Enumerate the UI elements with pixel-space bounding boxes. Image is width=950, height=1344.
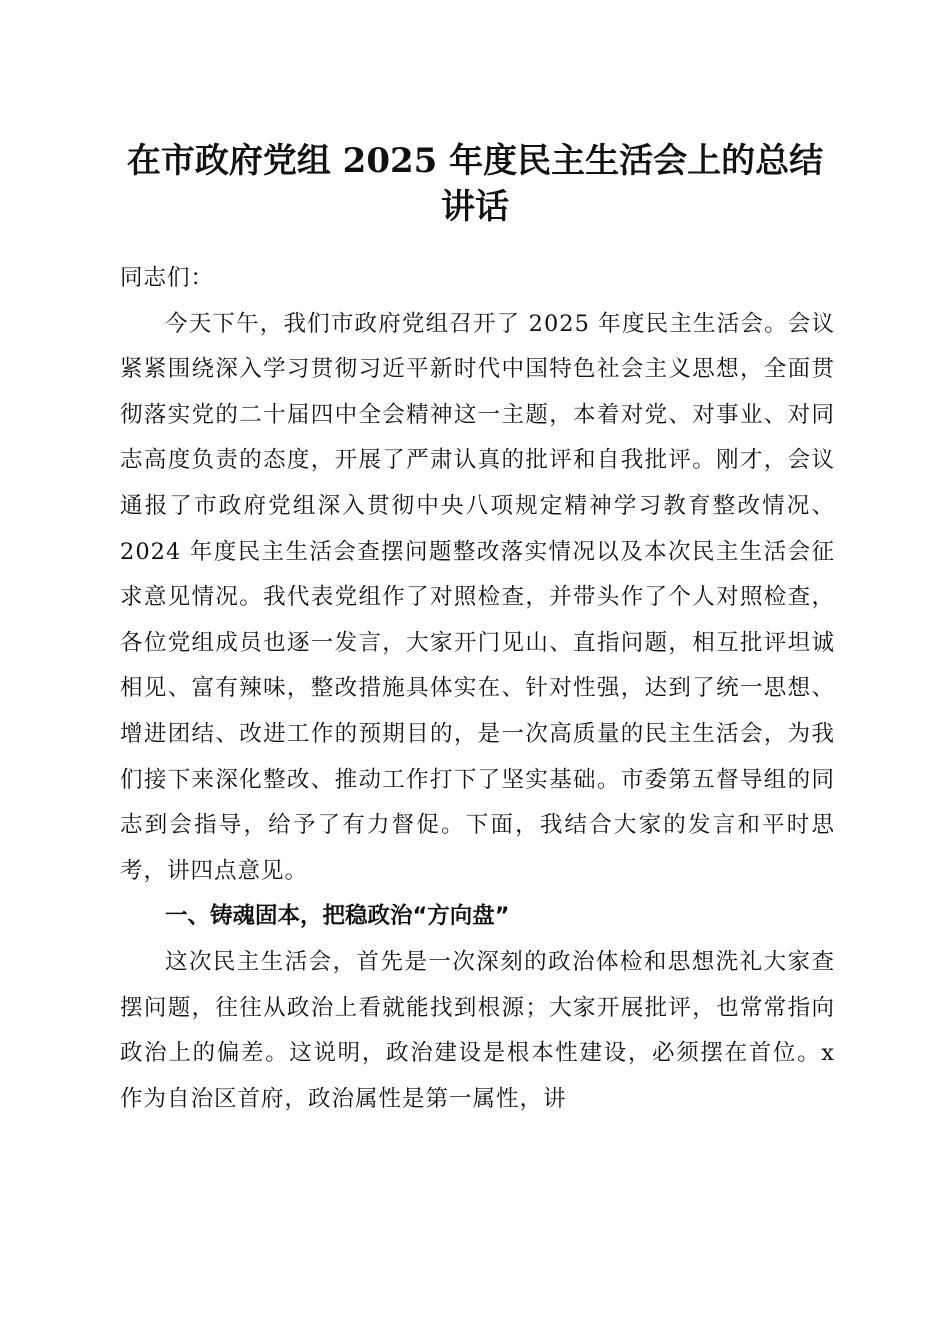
- title-line-2: 讲话: [441, 187, 509, 227]
- title-line-1: 在市政府党组 2025 年度民主生活会上的总结: [126, 141, 824, 181]
- document-title: [95, 138, 855, 230]
- section-heading-1: 一、铸魂固本，把稳政治“方向盘”: [165, 903, 510, 930]
- paragraph-section-1: 这次民主生活会，首先是一次深刻的政治体检和思想洗礼大家查摆问题，往往从政治上看就能找到根源；大家开展批评，也常常指向政治上的偏差。这说明，政治建设是根本性建设，必须摆在首位。x 作为自治区首府，政治属性是第一属性，讲: [120, 948, 835, 1112]
- paragraph-intro: 今天下午，我们市政府党组召开了 2025 年度民主生活会。会议紧紧围绕深入学习贯彻习近平新时代中国特色社会主义思想，全面贯彻落实党的二十届四中全会精神这一主题，本着对党、对事业、对同志高度负责的态度，开展了严肃认真的批评和自我批评。刚才，会议通报了市政府党组深入贯彻中央八项规定精神学习教育整改情况、2024 年度民主生活会查摆问题整改落实情况以及本次民主生活会征求意见情况。我代表党组作了对照检查，并带头作了个人对照检查，各位党组成员也逐一发言，大家开门见山、直指问题，相互批评坦诚相见、富有辣味，整改措施具体实在、针对性强，达到了统一思想、增进团结、改进工作的预期目的，是一次高质量的民主生活会，为我们接下来深化整改、推动工作打下了坚实基础。市委第五督导组的同志到会指导，给予了有力督促。下面，我结合大家的发言和平时思考，讲四点意见。: [120, 310, 835, 884]
- document-body: [120, 256, 835, 1122]
- salutation: 同志们：: [120, 265, 215, 291]
